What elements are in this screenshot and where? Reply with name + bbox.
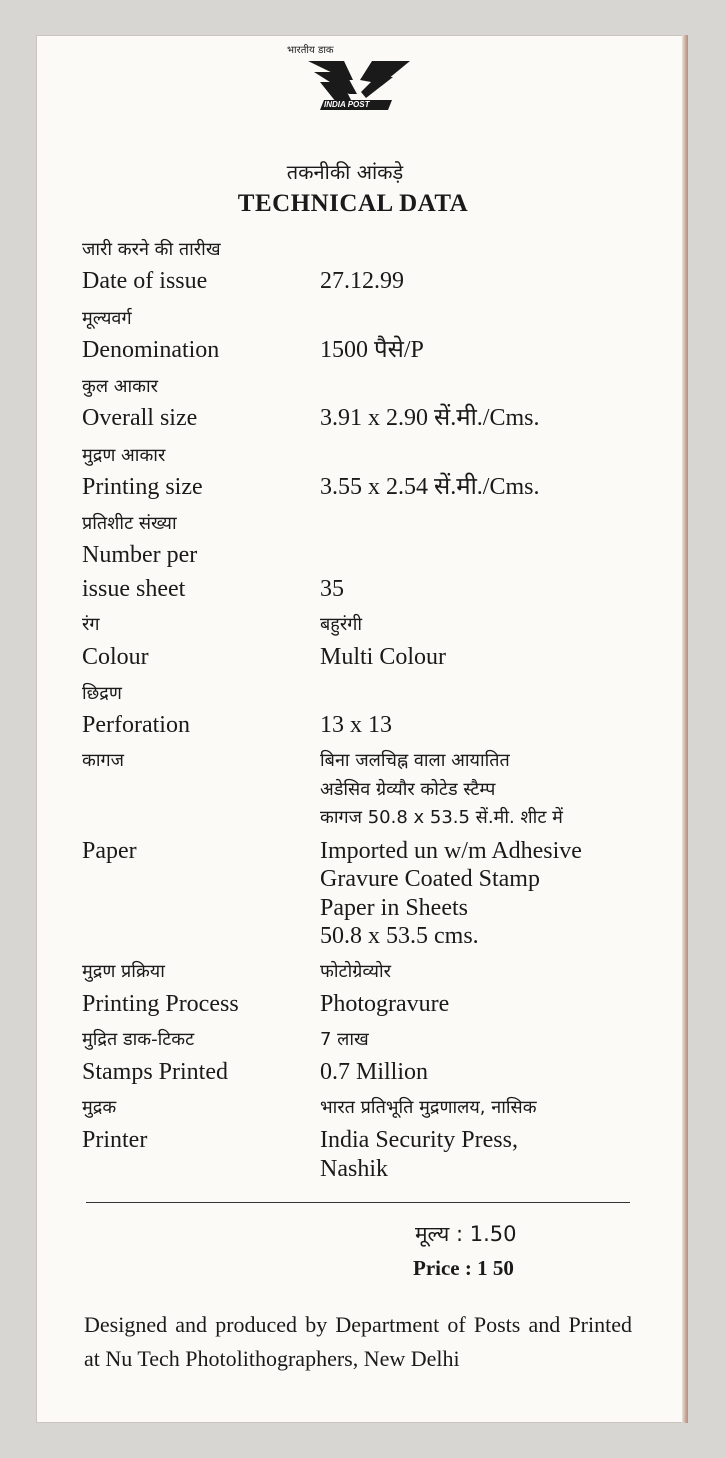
printing-process-value: Photogravure: [320, 991, 450, 1017]
perforation-value: 13 x 13: [320, 712, 392, 738]
paper-value-line2: Gravure Coated Stamp: [320, 866, 540, 892]
title-english: TECHNICAL DATA: [237, 190, 469, 217]
number-per-sheet-label-hindi: प्रतिशीट संख्या: [82, 513, 177, 534]
printer-value-line2: Nashik: [320, 1156, 388, 1182]
printer-value-hindi: भारत प्रतिभूति मुद्रणालय, नासिक: [320, 1097, 537, 1118]
number-per-sheet-value: 35: [320, 576, 344, 602]
printing-process-label-hindi: मुद्रण प्रक्रिया: [82, 961, 165, 982]
footer-credit: Designed and produced by Department of Posts and Printed at Nu Tech Photolithographers, New Delhi: [84, 1312, 632, 1371]
price-hindi: मूल्य : 1.50: [415, 1222, 517, 1246]
logo-hindi-text: भारतीय डाक: [287, 45, 334, 56]
paper-label-hindi: कागज: [82, 750, 124, 771]
colour-value-hindi: बहुरंगी: [320, 614, 362, 635]
date-label-hindi: जारी करने की तारीख: [82, 239, 221, 260]
denomination-label-hindi: मूल्यवर्ग: [82, 308, 132, 329]
number-per-sheet-label-line1: Number per: [82, 542, 198, 568]
overall-size-value: 3.91 x 2.90 सें.मी./Cms.: [320, 405, 540, 431]
india-post-logo: [272, 42, 412, 114]
colour-label-hindi: रंग: [82, 614, 100, 635]
colour-value: Multi Colour: [320, 644, 447, 670]
printing-size-label: Printing size: [82, 474, 203, 500]
printer-label: Printer: [82, 1127, 148, 1153]
price-english: Price : 1 50: [413, 1256, 514, 1280]
date-value: 27.12.99: [320, 268, 404, 294]
overall-size-label-hindi: कुल आकार: [82, 376, 158, 397]
printer-value-line1: India Security Press,: [320, 1127, 518, 1153]
paper-value-line3: Paper in Sheets: [320, 895, 468, 921]
printing-process-label: Printing Process: [82, 991, 239, 1017]
printing-process-value-hindi: फोटोग्रेव्योर: [320, 961, 392, 982]
title-hindi: तकनीकी आंकड़े: [286, 160, 404, 184]
number-per-sheet-label-line2: issue sheet: [82, 576, 186, 602]
date-label: Date of issue: [82, 268, 208, 294]
perforation-label-hindi: छिद्रण: [82, 683, 122, 704]
printing-size-label-hindi: मुद्रण आकार: [82, 445, 166, 466]
denomination-value: 1500 पैसे/P: [320, 337, 424, 363]
printing-size-value: 3.55 x 2.54 सें.मी./Cms.: [320, 474, 540, 500]
paper-label: Paper: [82, 838, 137, 864]
stamps-printed-label-hindi: मुद्रित डाक-टिकट: [82, 1029, 195, 1050]
printer-label-hindi: मुद्रक: [82, 1097, 117, 1118]
paper-value-hindi-line3: कागज 50.8 x 53.5 सें.मी. शीट में: [320, 807, 563, 828]
stamps-printed-value: 0.7 Million: [320, 1059, 429, 1085]
colour-label: Colour: [82, 644, 149, 670]
paper-value-line4: 50.8 x 53.5 cms.: [320, 923, 479, 949]
sheet-edge: [682, 35, 688, 1423]
paper-value-hindi-line2: अडेसिव ग्रेव्यौर कोटेड स्टैम्प: [320, 779, 496, 800]
divider: [86, 1202, 630, 1203]
paper-value-hindi-line1: बिना जलचिह्न वाला आयातित: [320, 750, 510, 771]
logo-english-text: INDIA POST: [324, 100, 370, 109]
stamps-printed-value-hindi: 7 लाख: [320, 1029, 369, 1050]
perforation-label: Perforation: [82, 712, 190, 738]
stamps-printed-label: Stamps Printed: [82, 1059, 229, 1085]
paper-value-line1: Imported un w/m Adhesive: [320, 838, 582, 864]
overall-size-label: Overall size: [82, 405, 198, 431]
denomination-label: Denomination: [82, 337, 220, 363]
